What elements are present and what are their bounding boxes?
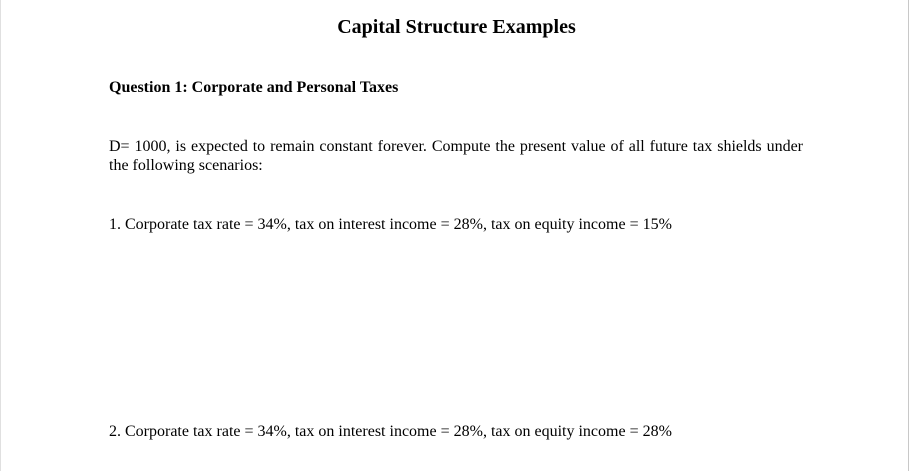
document-title: Capital Structure Examples bbox=[337, 16, 576, 38]
question-heading: Question 1: Corporate and Personal Taxes bbox=[109, 79, 399, 96]
scenario-1-text: 1. Corporate tax rate = 34%, tax on interest income = 28%, tax on equity income = 15% bbox=[109, 216, 672, 233]
scenario-2-text: 2. Corporate tax rate = 34%, tax on interest income = 28%, tax on equity income = 28% bbox=[109, 423, 672, 440]
question-intro-paragraph: D= 1000, is expected to remain constant forever. Compute the present value of all future tax shields under the following scenarios: bbox=[109, 138, 803, 174]
